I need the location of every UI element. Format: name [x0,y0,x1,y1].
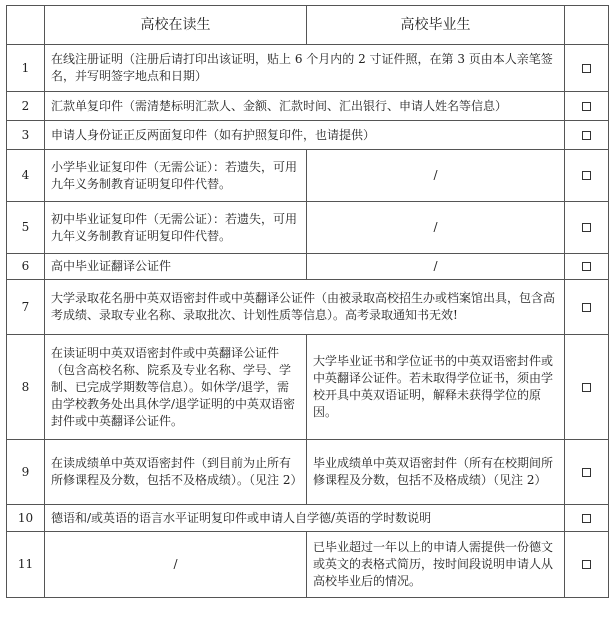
header-checkbox-cell [565,6,609,45]
row-number: 11 [7,532,45,598]
row-number: 10 [7,505,45,532]
table-row [7,532,609,598]
header-student: 高校在读生 [45,6,307,45]
requirement-graduate: / [307,254,565,280]
checkbox[interactable] [582,223,591,232]
requirement-student: 在读证明中英双语密封件或中英翻译公证件（包含高校名称、院系及专业名称、学号、学制、已完成学期数等信息）。如休学/退学，需由学校教务处出具休学/退学证明的中英双语密封件或中英翻译公证件。 [45,335,307,440]
document-requirements-table [6,5,609,598]
table-row [7,202,609,254]
row-number: 4 [7,150,45,202]
table-row [7,150,609,202]
table-row [7,505,609,532]
table-row [7,440,609,505]
row-number: 5 [7,202,45,254]
requirement-graduate: 大学毕业证书和学位证书的中英双语密封件或中英翻译公证件。若未取得学位证书，须由学校开具中英双语证明，解释未获得学位的原因。 [307,335,565,440]
row-number: 2 [7,92,45,121]
row-number: 6 [7,254,45,280]
requirement-graduate: 毕业成绩单中英双语密封件（所有在校期间所修课程及分数，包括不及格成绩）（见注 2） [307,440,565,505]
requirement-student: 初中毕业证复印件（无需公证）：若遗失，可用九年义务制教育证明复印件代替。 [45,202,307,254]
table-row [7,45,609,92]
requirement-graduate: / [307,202,565,254]
checkbox[interactable] [582,468,591,477]
table-row [7,92,609,121]
header-number-cell [7,6,45,45]
row-number: 7 [7,280,45,335]
requirement-both: 在线注册证明（注册后请打印出该证明，贴上 6 个月内的 2 寸证件照，在第 3 页由本人亲笔签名，并写明签字地点和日期） [45,45,565,92]
header-row [7,6,609,45]
requirement-graduate: / [307,150,565,202]
requirement-student: 高中毕业证翻译公证件 [45,254,307,280]
requirement-both: 申请人身份证正反两面复印件（如有护照复印件，也请提供） [45,121,565,150]
table-row [7,254,609,280]
row-number: 9 [7,440,45,505]
checkbox[interactable] [582,383,591,392]
checkbox[interactable] [582,262,591,271]
row-number: 8 [7,335,45,440]
requirement-student: 小学毕业证复印件（无需公证）：若遗失，可用九年义务制教育证明复印件代替。 [45,150,307,202]
table-row [7,121,609,150]
requirement-both: 大学录取花名册中英双语密封件或中英翻译公证件（由被录取高校招生办或档案馆出具，包含高考成绩、录取专业名称、录取批次、计划性质等信息）。高考录取通知书无效! [45,280,565,335]
requirement-both: 汇款单复印件（需清楚标明汇款人、金额、汇款时间、汇出银行、申请人姓名等信息） [45,92,565,121]
requirement-graduate: 已毕业超过一年以上的申请人需提供一份德文或英文的表格式简历，按时间段说明申请人从高校毕业后的情况。 [307,532,565,598]
requirement-student: 在读成绩单中英双语密封件（到目前为止所有所修课程及分数，包括不及格成绩）。（见注 2） [45,440,307,505]
requirement-both: 德语和/或英语的语言水平证明复印件或申请人自学德/英语的学时数说明 [45,505,565,532]
checkbox[interactable] [582,303,591,312]
table-row [7,280,609,335]
checkbox[interactable] [582,102,591,111]
row-number: 3 [7,121,45,150]
checkbox[interactable] [582,131,591,140]
requirement-student: / [45,532,307,598]
table-row [7,335,609,440]
checkbox[interactable] [582,514,591,523]
header-graduate: 高校毕业生 [307,6,565,45]
checkbox[interactable] [582,560,591,569]
row-number: 1 [7,45,45,92]
checkbox[interactable] [582,64,591,73]
checkbox[interactable] [582,171,591,180]
